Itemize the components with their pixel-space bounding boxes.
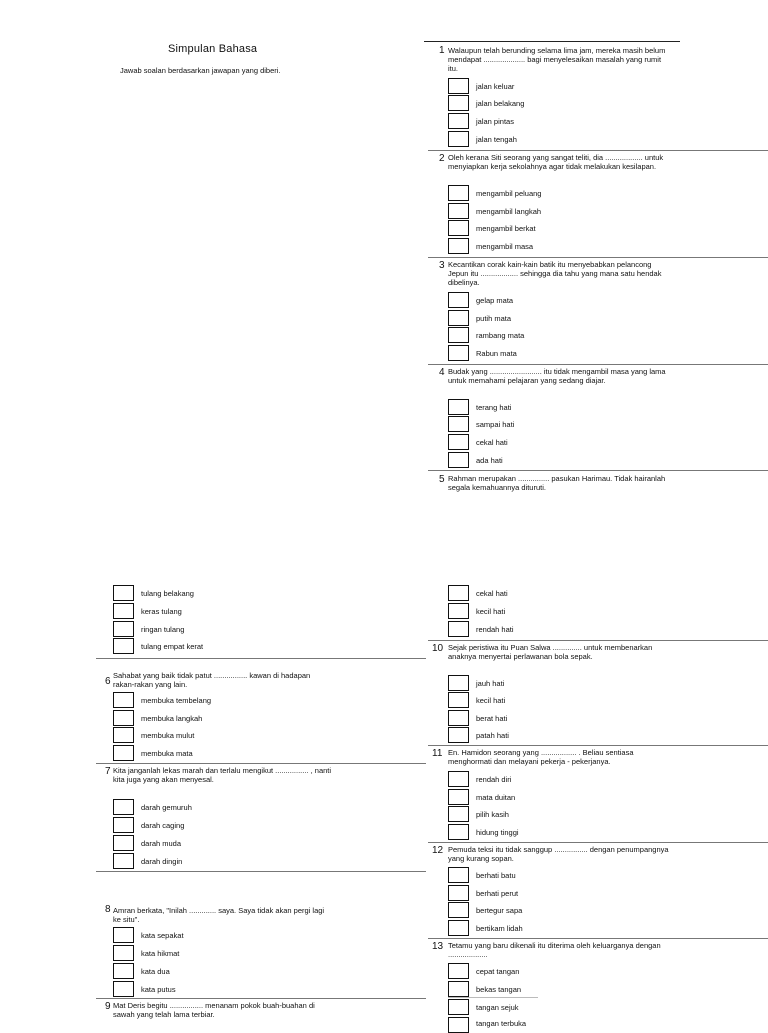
answer-checkbox[interactable] bbox=[448, 999, 469, 1015]
question-number: 11 bbox=[432, 748, 443, 759]
answer-checkbox[interactable] bbox=[448, 692, 469, 708]
answer-checkbox[interactable] bbox=[448, 78, 469, 94]
instructions: Jawab soalan berdasarkan jawapan yang diberi. bbox=[120, 66, 281, 75]
option-label: sampai hati bbox=[476, 420, 515, 429]
answer-checkbox[interactable] bbox=[448, 238, 469, 254]
answer-checkbox[interactable] bbox=[448, 292, 469, 308]
option-label: mengambil peluang bbox=[476, 189, 542, 198]
question-number: 13 bbox=[432, 941, 444, 952]
answer-checkbox[interactable] bbox=[113, 603, 134, 619]
question-text: Kita janganlah lekas marah dan terlalu mengikut ................ , nanti kita juga yang akan menyesal. bbox=[113, 766, 332, 784]
question-number: 7 bbox=[105, 766, 111, 777]
answer-checkbox[interactable] bbox=[113, 710, 134, 726]
option-label: mengambil masa bbox=[476, 242, 534, 251]
answer-checkbox[interactable] bbox=[448, 416, 469, 432]
option-label: rendah diri bbox=[476, 775, 512, 784]
divider bbox=[428, 470, 768, 471]
question-text: Kecantikan corak kain-kain batik itu menyebabkan pelancong Jepun itu .................. sehingga dia tahu yang mana satu hendak dibelinya. bbox=[448, 260, 662, 287]
answer-checkbox[interactable] bbox=[113, 692, 134, 708]
answer-checkbox[interactable] bbox=[448, 203, 469, 219]
option-label: membuka langkah bbox=[141, 714, 203, 723]
answer-checkbox[interactable] bbox=[448, 585, 469, 601]
question-text: Mat Deris begitu ................ menanam pokok buah-buahan di sawah yang telah lama terbiar. bbox=[113, 1001, 315, 1019]
answer-checkbox[interactable] bbox=[113, 638, 134, 654]
answer-checkbox[interactable] bbox=[448, 452, 469, 468]
answer-checkbox[interactable] bbox=[113, 799, 134, 815]
answer-checkbox[interactable] bbox=[448, 113, 469, 129]
option-label: membuka mulut bbox=[141, 731, 195, 740]
answer-checkbox[interactable] bbox=[113, 927, 134, 943]
question-number: 6 bbox=[105, 676, 111, 687]
option-label: pilih kasih bbox=[476, 810, 509, 819]
option-label: mata duitan bbox=[476, 793, 516, 802]
option-label: mengambil berkat bbox=[476, 224, 536, 233]
answer-checkbox[interactable] bbox=[113, 945, 134, 961]
option-label: ringan tulang bbox=[141, 625, 185, 634]
answer-checkbox[interactable] bbox=[448, 675, 469, 691]
option-label: kata hikmat bbox=[141, 949, 180, 958]
answer-checkbox[interactable] bbox=[448, 621, 469, 637]
question-number: 5 bbox=[439, 474, 445, 485]
option-label: putih mata bbox=[476, 314, 512, 323]
divider bbox=[428, 842, 768, 843]
answer-checkbox[interactable] bbox=[448, 981, 469, 997]
answer-checkbox[interactable] bbox=[448, 771, 469, 787]
divider bbox=[428, 150, 768, 151]
question-number: 1 bbox=[439, 45, 445, 56]
option-label: terang hati bbox=[476, 403, 512, 412]
option-label: kecil hati bbox=[476, 696, 506, 705]
answer-checkbox[interactable] bbox=[448, 220, 469, 236]
question-text: En. Hamidon seorang yang ................. . Beliau sentiasa menghormati dan melayani pekerja - pekerjanya. bbox=[448, 748, 634, 766]
answer-checkbox[interactable] bbox=[113, 981, 134, 997]
option-label: cepat tangan bbox=[476, 967, 520, 976]
option-label: berat hati bbox=[476, 714, 508, 723]
divider bbox=[428, 364, 768, 365]
option-label: tulang belakang bbox=[141, 589, 194, 598]
answer-checkbox[interactable] bbox=[113, 835, 134, 851]
question-number: 10 bbox=[432, 643, 444, 654]
option-label: membuka mata bbox=[141, 749, 193, 758]
divider bbox=[96, 871, 426, 872]
answer-checkbox[interactable] bbox=[448, 185, 469, 201]
option-label: keras tulang bbox=[141, 607, 182, 616]
answer-checkbox[interactable] bbox=[448, 885, 469, 901]
answer-checkbox[interactable] bbox=[448, 345, 469, 361]
answer-checkbox[interactable] bbox=[448, 603, 469, 619]
divider bbox=[448, 997, 538, 998]
option-label: berhati perut bbox=[476, 889, 519, 898]
option-label: kecil hati bbox=[476, 607, 506, 616]
answer-checkbox[interactable] bbox=[448, 399, 469, 415]
divider bbox=[96, 998, 426, 999]
answer-checkbox[interactable] bbox=[448, 789, 469, 805]
question-text: Pemuda teksi itu tidak sanggup ................ dengan penumpangnya yang kurang sopan. bbox=[448, 845, 669, 863]
option-label: membuka tembelang bbox=[141, 696, 212, 705]
question-number: 9 bbox=[105, 1001, 111, 1012]
divider bbox=[428, 745, 768, 746]
answer-checkbox[interactable] bbox=[448, 824, 469, 840]
option-label: jauh hati bbox=[476, 679, 505, 688]
divider bbox=[428, 938, 768, 939]
question-text: Sahabat yang baik tidak patut ................ kawan di hadapan rakan-rakan yang lain. bbox=[113, 671, 311, 689]
option-label: jalan pintas bbox=[476, 117, 514, 126]
option-label: cekal hati bbox=[476, 438, 508, 447]
option-label: darah caging bbox=[141, 821, 185, 830]
divider bbox=[96, 658, 426, 659]
question-text: Walaupun telah berunding selama lima jam, mereka masih belum mendapat .................... bagi menyelesaikan masalah yang rumit itu. bbox=[448, 46, 666, 73]
top-divider bbox=[424, 41, 680, 42]
question-text: Amran berkata, "Inilah ............. saya. Saya tidak akan pergi lagi ke situ". bbox=[113, 906, 325, 924]
option-label: berhati batu bbox=[476, 871, 516, 880]
divider bbox=[428, 257, 768, 258]
option-label: darah gemuruh bbox=[141, 803, 192, 812]
option-label: jalan tengah bbox=[476, 135, 517, 144]
option-label: kata dua bbox=[141, 967, 170, 976]
answer-checkbox[interactable] bbox=[448, 710, 469, 726]
answer-checkbox[interactable] bbox=[448, 131, 469, 147]
answer-checkbox[interactable] bbox=[113, 853, 134, 869]
option-label: kata putus bbox=[141, 985, 176, 994]
question-number: 12 bbox=[432, 845, 444, 856]
answer-checkbox[interactable] bbox=[448, 920, 469, 936]
answer-checkbox[interactable] bbox=[113, 727, 134, 743]
answer-checkbox[interactable] bbox=[448, 963, 469, 979]
question-number: 3 bbox=[439, 260, 445, 271]
divider bbox=[96, 763, 426, 764]
question-number: 8 bbox=[105, 904, 111, 915]
answer-checkbox[interactable] bbox=[448, 806, 469, 822]
question-number: 2 bbox=[439, 153, 445, 164]
option-label: bertikam lidah bbox=[476, 924, 523, 933]
page-title: Simpulan Bahasa bbox=[168, 43, 258, 55]
question-text: Budak yang ......................... itu tidak mengambil masa yang lama untuk memahami pelajaran yang sedang diajar. bbox=[448, 367, 666, 385]
answer-checkbox[interactable] bbox=[448, 902, 469, 918]
answer-checkbox[interactable] bbox=[113, 963, 134, 979]
option-label: darah dingin bbox=[141, 857, 183, 866]
option-label: cekal hati bbox=[476, 589, 508, 598]
option-label: rendah hati bbox=[476, 625, 514, 634]
answer-checkbox[interactable] bbox=[113, 585, 134, 601]
option-label: patah hati bbox=[476, 731, 509, 740]
option-label: rambang mata bbox=[476, 331, 525, 340]
option-label: tulang empat kerat bbox=[141, 642, 204, 651]
option-label: darah muda bbox=[141, 839, 182, 848]
divider bbox=[428, 640, 768, 641]
answer-checkbox[interactable] bbox=[448, 310, 469, 326]
answer-checkbox[interactable] bbox=[448, 95, 469, 111]
option-label: bertegur sapa bbox=[476, 906, 523, 915]
option-label: jalan keluar bbox=[476, 82, 515, 91]
question-text: Oleh kerana Siti seorang yang sangat teliti, dia .................. untuk menyiapkan kerja sekolahnya agar tidak melakukan kesilapan. bbox=[448, 153, 664, 171]
option-label: Rabun mata bbox=[476, 349, 517, 358]
question-text: Rahman merupakan ............... pasukan Harimau. Tidak hairanlah segala kemahuannya dituruti. bbox=[448, 474, 666, 492]
option-label: kata sepakat bbox=[141, 931, 184, 940]
answer-checkbox[interactable] bbox=[448, 434, 469, 450]
option-label: jalan belakang bbox=[476, 99, 525, 108]
answer-checkbox[interactable] bbox=[448, 327, 469, 343]
option-label: tangan terbuka bbox=[476, 1019, 527, 1028]
answer-checkbox[interactable] bbox=[448, 1017, 469, 1033]
answer-checkbox[interactable] bbox=[113, 745, 134, 761]
option-label: ada hati bbox=[476, 456, 503, 465]
option-label: gelap mata bbox=[476, 296, 514, 305]
option-label: hidung tinggi bbox=[476, 828, 519, 837]
answer-checkbox[interactable] bbox=[448, 727, 469, 743]
option-label: tangan sejuk bbox=[476, 1003, 519, 1012]
question-text: Sejak peristiwa itu Puan Salwa .............. untuk membenarkan anaknya menyertai perlawanan bola sepak. bbox=[448, 643, 653, 661]
answer-checkbox[interactable] bbox=[113, 817, 134, 833]
answer-checkbox[interactable] bbox=[113, 621, 134, 637]
question-text: Tetamu yang baru dikenali itu diterima oleh keluarganya dengan ................... bbox=[448, 941, 661, 959]
answer-checkbox[interactable] bbox=[448, 867, 469, 883]
option-label: bekas tangan bbox=[476, 985, 522, 994]
option-label: mengambil langkah bbox=[476, 207, 542, 216]
question-number: 4 bbox=[439, 367, 445, 378]
